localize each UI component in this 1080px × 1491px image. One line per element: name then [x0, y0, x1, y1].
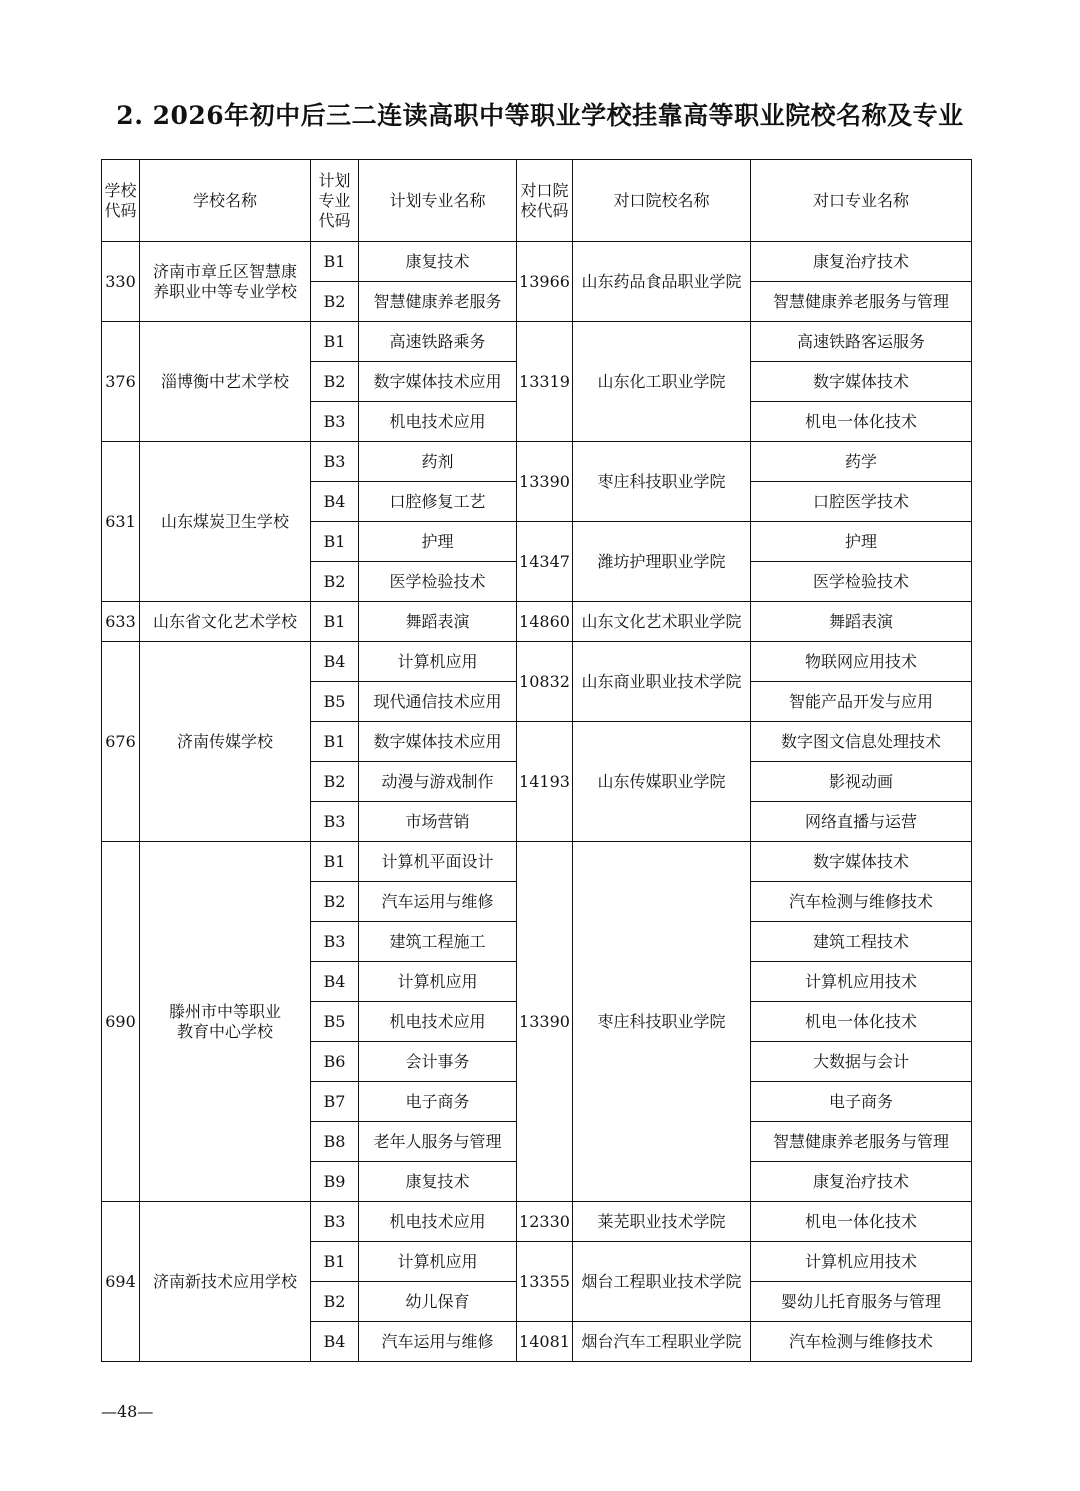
plan-code-cell: B5: [311, 682, 359, 722]
target-major-cell: 建筑工程技术: [751, 922, 972, 962]
plan-major-cell: 现代通信技术应用: [359, 682, 517, 722]
college-name-cell: 山东文化艺术职业学院: [573, 602, 751, 642]
target-major-cell: 大数据与会计: [751, 1042, 972, 1082]
plan-major-cell: 计算机应用: [359, 642, 517, 682]
plan-major-cell: 医学检验技术: [359, 562, 517, 602]
target-major-cell: 汽车检测与维修技术: [751, 1322, 972, 1362]
college-name-cell: 枣庄科技职业学院: [573, 842, 751, 1202]
header-school-name: [140, 160, 311, 242]
school-code-cell: 376: [102, 322, 140, 442]
target-major-cell: 智能产品开发与应用: [751, 682, 972, 722]
plan-major-cell: 药剂: [359, 442, 517, 482]
college-code-cell: 12330: [517, 1202, 573, 1242]
target-major-cell: 数字媒体技术: [751, 842, 972, 882]
table-body: [102, 242, 972, 1362]
target-major-cell: 机电一体化技术: [751, 1002, 972, 1042]
header-target-major-label: 对口专业名称: [812, 190, 909, 210]
target-major-cell: 计算机应用技术: [751, 1242, 972, 1282]
target-major-cell: 智慧健康养老服务与管理: [751, 282, 972, 322]
plan-major-cell: 数字媒体技术应用: [359, 362, 517, 402]
college-code-cell: 14193: [517, 722, 573, 842]
plan-code-cell: B2: [311, 562, 359, 602]
school-code-cell: 633: [102, 602, 140, 642]
target-major-cell: 电子商务: [751, 1082, 972, 1122]
target-major-cell: 数字媒体技术: [751, 362, 972, 402]
plan-code-cell: B7: [311, 1082, 359, 1122]
target-major-cell: 高速铁路客运服务: [751, 322, 972, 362]
target-major-cell: 康复治疗技术: [751, 242, 972, 282]
plan-major-cell: 高速铁路乘务: [359, 322, 517, 362]
plan-code-cell: B3: [311, 402, 359, 442]
plan-major-cell: 电子商务: [359, 1082, 517, 1122]
plan-code-cell: B1: [311, 322, 359, 362]
school-code-cell: 631: [102, 442, 140, 602]
plan-code-cell: B6: [311, 1042, 359, 1082]
target-major-cell: 药学: [751, 442, 972, 482]
header-school-code-label: 学校 代码: [104, 180, 137, 220]
plan-code-cell: B3: [311, 922, 359, 962]
plan-major-cell: 计算机平面设计: [359, 842, 517, 882]
table-header-row: [102, 160, 972, 242]
target-major-cell: 物联网应用技术: [751, 642, 972, 682]
header-plan-code: [311, 160, 359, 242]
plan-code-cell: B1: [311, 722, 359, 762]
college-code-cell: 13390: [517, 842, 573, 1202]
college-code-cell: 13355: [517, 1242, 573, 1322]
college-code-cell: 13390: [517, 442, 573, 522]
school-name-cell: 滕州市中等职业 教育中心学校: [140, 842, 311, 1202]
school-name-cell: 济南新技术应用学校: [140, 1202, 311, 1362]
target-major-cell: 机电一体化技术: [751, 402, 972, 442]
plan-code-cell: B1: [311, 1242, 359, 1282]
school-name-cell: 淄博衡中艺术学校: [140, 322, 311, 442]
plan-code-cell: B3: [311, 442, 359, 482]
plan-major-cell: 口腔修复工艺: [359, 482, 517, 522]
header-college-code-label: 对口院 校代码: [520, 180, 569, 220]
target-major-cell: 机电一体化技术: [751, 1202, 972, 1242]
target-major-cell: 口腔医学技术: [751, 482, 972, 522]
header-school-name-label: 学校名称: [192, 190, 257, 210]
college-name-cell: 莱芜职业技术学院: [573, 1202, 751, 1242]
plan-major-cell: 会计事务: [359, 1042, 517, 1082]
plan-code-cell: B4: [311, 1322, 359, 1362]
college-code-cell: 13319: [517, 322, 573, 442]
plan-code-cell: B2: [311, 762, 359, 802]
college-code-cell: 10832: [517, 642, 573, 722]
school-code-cell: 676: [102, 642, 140, 842]
college-code-cell: 14081: [517, 1322, 573, 1362]
plan-major-cell: 汽车运用与维修: [359, 882, 517, 922]
plan-code-cell: B2: [311, 362, 359, 402]
plan-code-cell: B1: [311, 522, 359, 562]
plan-code-cell: B2: [311, 1282, 359, 1322]
plan-major-cell: 护理: [359, 522, 517, 562]
plan-major-cell: 汽车运用与维修: [359, 1322, 517, 1362]
college-code-cell: 14860: [517, 602, 573, 642]
school-name-cell: 山东省文化艺术学校: [140, 602, 311, 642]
college-name-cell: 山东化工职业学院: [573, 322, 751, 442]
header-college-code: [517, 160, 573, 242]
table-row: [102, 242, 972, 282]
target-major-cell: 智慧健康养老服务与管理: [751, 1122, 972, 1162]
plan-code-cell: B4: [311, 642, 359, 682]
plan-code-cell: B1: [311, 602, 359, 642]
school-name-cell: 济南市章丘区智慧康养职业中等专业学校: [140, 242, 311, 322]
target-major-cell: 医学检验技术: [751, 562, 972, 602]
table-row: [102, 1202, 972, 1242]
target-major-cell: 汽车检测与维修技术: [751, 882, 972, 922]
college-code-cell: 14347: [517, 522, 573, 602]
school-major-table: [101, 159, 972, 1362]
plan-major-cell: 动漫与游戏制作: [359, 762, 517, 802]
school-name-cell: 济南传媒学校: [140, 642, 311, 842]
plan-code-cell: B4: [311, 482, 359, 522]
plan-major-cell: 老年人服务与管理: [359, 1122, 517, 1162]
plan-major-cell: 计算机应用: [359, 962, 517, 1002]
header-plan-major: [359, 160, 517, 242]
plan-major-cell: 建筑工程施工: [359, 922, 517, 962]
school-name-cell: 山东煤炭卫生学校: [140, 442, 311, 602]
header-target-major: [751, 160, 972, 242]
plan-code-cell: B9: [311, 1162, 359, 1202]
plan-major-cell: 计算机应用: [359, 1242, 517, 1282]
target-major-cell: 网络直播与运营: [751, 802, 972, 842]
plan-code-cell: B3: [311, 1202, 359, 1242]
header-plan-major-label: 计划专业名称: [389, 190, 486, 210]
table-row: [102, 322, 972, 362]
target-major-cell: 计算机应用技术: [751, 962, 972, 1002]
plan-major-cell: 机电技术应用: [359, 1202, 517, 1242]
college-name-cell: 烟台汽车工程职业学院: [573, 1322, 751, 1362]
plan-major-cell: 智慧健康养老服务: [359, 282, 517, 322]
header-college-name-label: 对口院校名称: [613, 190, 710, 210]
college-name-cell: 山东商业职业技术学院: [573, 642, 751, 722]
school-code-cell: 330: [102, 242, 140, 322]
college-name-cell: 枣庄科技职业学院: [573, 442, 751, 522]
header-college-name: [573, 160, 751, 242]
plan-major-cell: 康复技术: [359, 242, 517, 282]
plan-code-cell: B5: [311, 1002, 359, 1042]
plan-major-cell: 舞蹈表演: [359, 602, 517, 642]
target-major-cell: 护理: [751, 522, 972, 562]
college-name-cell: 山东药品食品职业学院: [573, 242, 751, 322]
plan-code-cell: B4: [311, 962, 359, 1002]
plan-code-cell: B2: [311, 882, 359, 922]
plan-code-cell: B2: [311, 282, 359, 322]
plan-major-cell: 机电技术应用: [359, 1002, 517, 1042]
plan-code-cell: B1: [311, 242, 359, 282]
plan-major-cell: 市场营销: [359, 802, 517, 842]
table-row: [102, 642, 972, 682]
header-plan-code-label: 计划 专业 代码: [318, 170, 351, 230]
college-code-cell: 13966: [517, 242, 573, 322]
plan-code-cell: B8: [311, 1122, 359, 1162]
plan-major-cell: 数字媒体技术应用: [359, 722, 517, 762]
target-major-cell: 婴幼儿托育服务与管理: [751, 1282, 972, 1322]
page-number: —48—: [101, 1402, 154, 1421]
target-major-cell: 康复治疗技术: [751, 1162, 972, 1202]
target-major-cell: 数字图文信息处理技术: [751, 722, 972, 762]
plan-major-cell: 康复技术: [359, 1162, 517, 1202]
plan-major-cell: 幼儿保育: [359, 1282, 517, 1322]
target-major-cell: 舞蹈表演: [751, 602, 972, 642]
table-row: [102, 842, 972, 882]
school-code-cell: 694: [102, 1202, 140, 1362]
college-name-cell: 烟台工程职业技术学院: [573, 1242, 751, 1322]
plan-code-cell: B3: [311, 802, 359, 842]
document-title: 2. 2026年初中后三二连读高职中等职业学校挂靠高等职业院校名称及专业: [116, 101, 964, 130]
table-row: [102, 442, 972, 482]
college-name-cell: 山东传媒职业学院: [573, 722, 751, 842]
header-school-code: [102, 160, 140, 242]
target-major-cell: 影视动画: [751, 762, 972, 802]
plan-major-cell: 机电技术应用: [359, 402, 517, 442]
table-row: [102, 602, 972, 642]
school-code-cell: 690: [102, 842, 140, 1202]
college-name-cell: 潍坊护理职业学院: [573, 522, 751, 602]
plan-code-cell: B1: [311, 842, 359, 882]
